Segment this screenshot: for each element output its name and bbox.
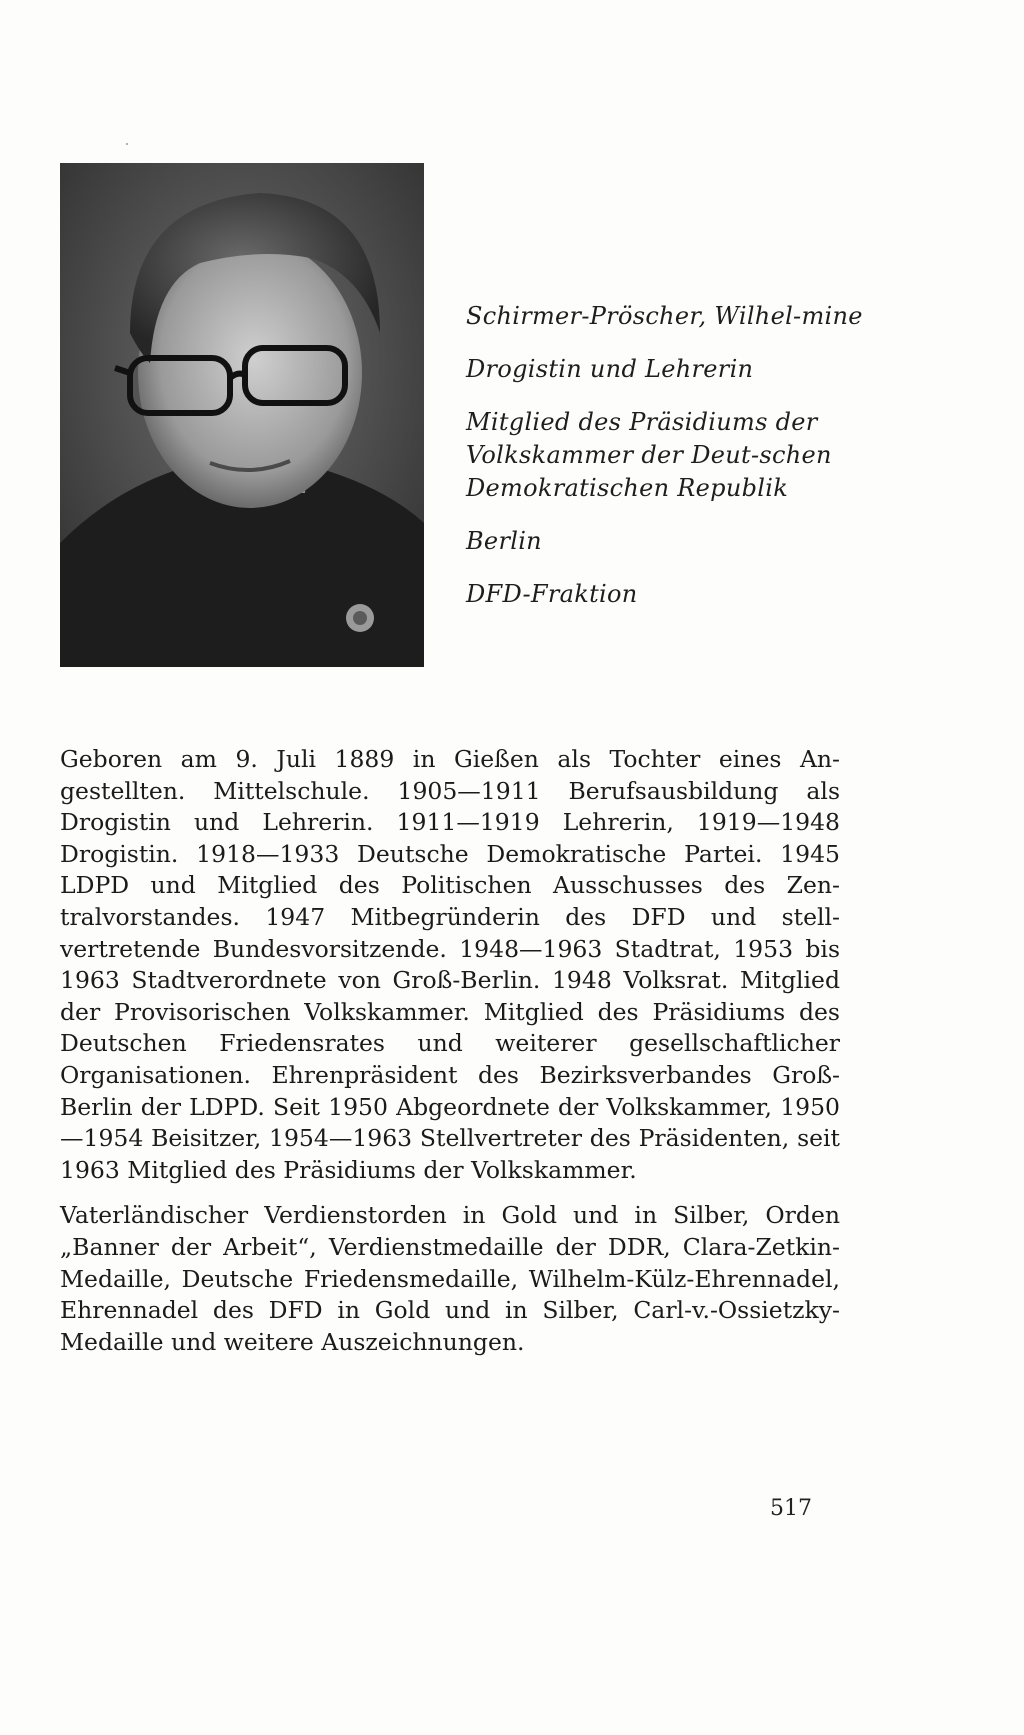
biography-paragraph: Geboren am 9. Juli 1889 in Gießen als Tochter eines Angestellten. Mittelschule. 1905—1911 Berufsausbildung als Drogistin und Lehrerin. 1911—1919 Lehrerin, 1919—1948 Drogistin. 1918—1933 Deutsche Demokratische Partei. 1945 LDPD und Mitglied des Politischen Ausschusses des Zentralvorstandes. 1947 Mitbegründerin des DFD und stellvertretende Bundesvorsitzende. 1948—1963 Stadtrat, 1953 bis 1963 Stadtverordnete von Groß-Berlin. 1948 Volksrat. Mitglied der Provisorischen Volkskammer. Mitglied des Präsidiums des Deutschen Friedensrates und weiterer gesellschaftlicher Organisationen. Ehrenpräsident des Bezirksverbandes Groß-Berlin der LDPD. Seit 1950 Abgeordnete der Volkskammer, 1950—1954 Beisitzer, 1954—1963 Stellvertreter des Präsidenten, seit 1963 Mitglied des Präsidiums der Volkskammer. xyxy=(60,745,840,1184)
biography-text xyxy=(60,744,840,1372)
speck-mark xyxy=(126,143,128,145)
person-name: Schirmer-Pröscher, Wilhel-mine xyxy=(466,302,863,330)
person-faction: DFD-Fraktion xyxy=(466,580,638,608)
person-position: Mitglied des Präsidiums der Volkskammer der Deut-schen Demokratischen Republik xyxy=(466,408,832,502)
person-caption xyxy=(466,300,866,631)
page-number: 517 xyxy=(770,1496,812,1521)
person-profession: Drogistin und Lehrerin xyxy=(466,355,754,383)
person-city: Berlin xyxy=(466,527,542,555)
awards-paragraph: Vaterländischer Verdienstorden in Gold und in Silber, Orden „Banner der Arbeit“, Verdienstmedaille der DDR, Clara-Zetkin-Medaille, Deutsche Friedensmedaille, Wilhelm-Külz-Ehrennadel, Ehrennadel des DFD in Gold und in Silber, Carl-v.-Ossietzky-Medaille und weitere Auszeichnungen. xyxy=(60,1201,840,1356)
portrait-photo-icon xyxy=(60,163,424,667)
portrait-photo xyxy=(60,163,424,667)
